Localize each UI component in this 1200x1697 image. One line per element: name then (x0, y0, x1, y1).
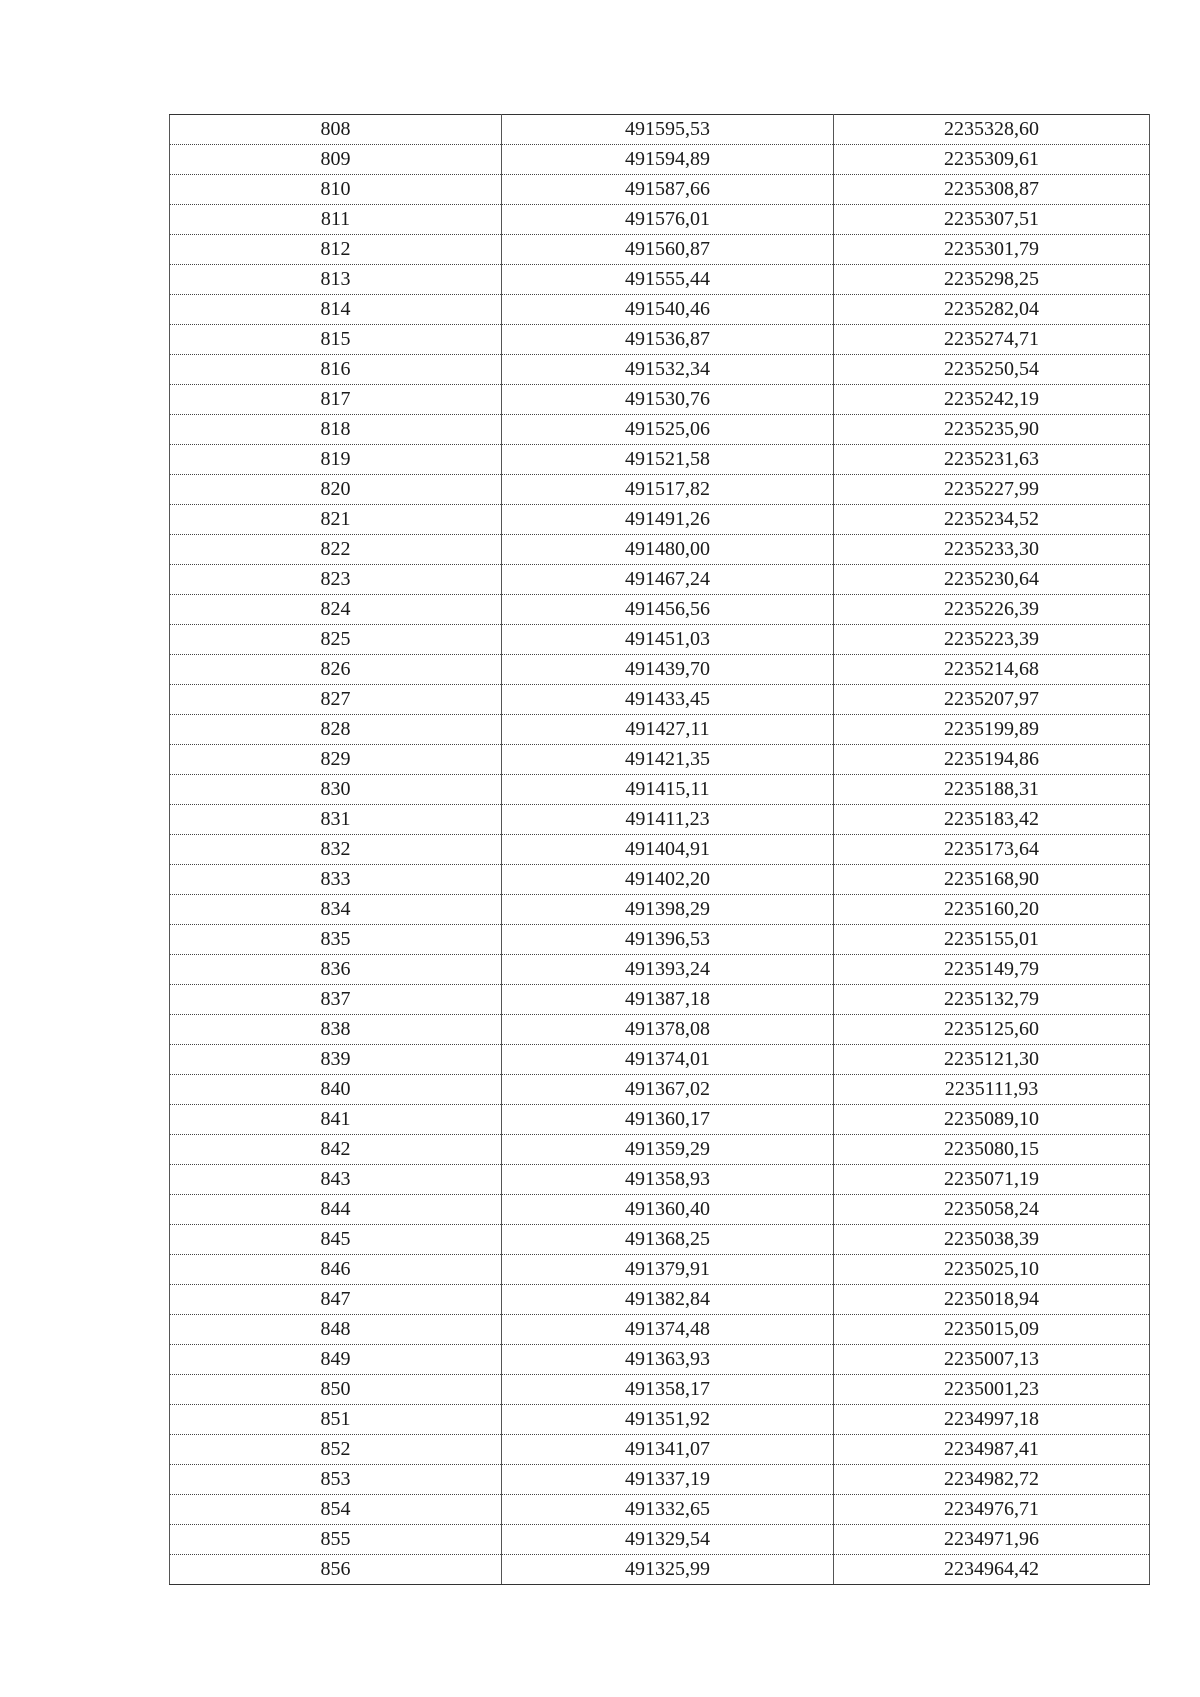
x-coordinate-cell: 491358,93 (502, 1165, 834, 1195)
table-row (170, 1045, 1150, 1075)
point-number-cell: 833 (170, 865, 502, 895)
table-row (170, 325, 1150, 355)
x-coordinate-cell: 491536,87 (502, 325, 834, 355)
y-coordinate-cell: 2235301,79 (834, 235, 1150, 265)
x-coordinate-cell: 491382,84 (502, 1285, 834, 1315)
y-coordinate-cell: 2235230,64 (834, 565, 1150, 595)
x-coordinate-cell: 491368,25 (502, 1225, 834, 1255)
table-row (170, 1015, 1150, 1045)
point-number-cell: 808 (170, 115, 502, 145)
y-coordinate-cell: 2235160,20 (834, 895, 1150, 925)
x-coordinate-cell: 491521,58 (502, 445, 834, 475)
point-number-cell: 845 (170, 1225, 502, 1255)
y-coordinate-cell: 2235007,13 (834, 1345, 1150, 1375)
table-row (170, 1135, 1150, 1165)
point-number-cell: 810 (170, 175, 502, 205)
point-number-cell: 817 (170, 385, 502, 415)
y-coordinate-cell: 2235242,19 (834, 385, 1150, 415)
point-number-cell: 851 (170, 1405, 502, 1435)
table-row (170, 1225, 1150, 1255)
x-coordinate-cell: 491402,20 (502, 865, 834, 895)
y-coordinate-cell: 2234982,72 (834, 1465, 1150, 1495)
x-coordinate-cell: 491427,11 (502, 715, 834, 745)
point-number-cell: 844 (170, 1195, 502, 1225)
y-coordinate-cell: 2235025,10 (834, 1255, 1150, 1285)
table-row (170, 475, 1150, 505)
table-row (170, 565, 1150, 595)
table-row (170, 175, 1150, 205)
point-number-cell: 827 (170, 685, 502, 715)
table-row (170, 1555, 1150, 1585)
table-row (170, 985, 1150, 1015)
y-coordinate-cell: 2235168,90 (834, 865, 1150, 895)
point-number-cell: 855 (170, 1525, 502, 1555)
y-coordinate-cell: 2234987,41 (834, 1435, 1150, 1465)
y-coordinate-cell: 2234997,18 (834, 1405, 1150, 1435)
point-number-cell: 835 (170, 925, 502, 955)
x-coordinate-cell: 491393,24 (502, 955, 834, 985)
point-number-cell: 856 (170, 1555, 502, 1585)
x-coordinate-cell: 491560,87 (502, 235, 834, 265)
table-row (170, 235, 1150, 265)
point-number-cell: 815 (170, 325, 502, 355)
point-number-cell: 854 (170, 1495, 502, 1525)
x-coordinate-cell: 491351,92 (502, 1405, 834, 1435)
table-row (170, 295, 1150, 325)
y-coordinate-cell: 2235038,39 (834, 1225, 1150, 1255)
y-coordinate-cell: 2235307,51 (834, 205, 1150, 235)
table-row (170, 1375, 1150, 1405)
table-row (170, 1255, 1150, 1285)
table-row (170, 655, 1150, 685)
x-coordinate-cell: 491398,29 (502, 895, 834, 925)
point-number-cell: 838 (170, 1015, 502, 1045)
x-coordinate-cell: 491576,01 (502, 205, 834, 235)
point-number-cell: 825 (170, 625, 502, 655)
point-number-cell: 809 (170, 145, 502, 175)
y-coordinate-cell: 2235132,79 (834, 985, 1150, 1015)
y-coordinate-cell: 2235223,39 (834, 625, 1150, 655)
point-number-cell: 811 (170, 205, 502, 235)
x-coordinate-cell: 491341,07 (502, 1435, 834, 1465)
point-number-cell: 821 (170, 505, 502, 535)
x-coordinate-cell: 491329,54 (502, 1525, 834, 1555)
point-number-cell: 837 (170, 985, 502, 1015)
x-coordinate-cell: 491359,29 (502, 1135, 834, 1165)
x-coordinate-cell: 491378,08 (502, 1015, 834, 1045)
y-coordinate-cell: 2235071,19 (834, 1165, 1150, 1195)
y-coordinate-cell: 2235015,09 (834, 1315, 1150, 1345)
table-row (170, 625, 1150, 655)
point-number-cell: 848 (170, 1315, 502, 1345)
y-coordinate-cell: 2235227,99 (834, 475, 1150, 505)
table-row (170, 1315, 1150, 1345)
table-row (170, 145, 1150, 175)
y-coordinate-cell: 2234976,71 (834, 1495, 1150, 1525)
x-coordinate-cell: 491525,06 (502, 415, 834, 445)
table-row (170, 1285, 1150, 1315)
table-row (170, 1405, 1150, 1435)
x-coordinate-cell: 491374,01 (502, 1045, 834, 1075)
point-number-cell: 846 (170, 1255, 502, 1285)
point-number-cell: 849 (170, 1345, 502, 1375)
point-number-cell: 829 (170, 745, 502, 775)
table-row (170, 1195, 1150, 1225)
x-coordinate-cell: 491358,17 (502, 1375, 834, 1405)
x-coordinate-cell: 491337,19 (502, 1465, 834, 1495)
table-row (170, 205, 1150, 235)
point-number-cell: 822 (170, 535, 502, 565)
table-row (170, 1525, 1150, 1555)
point-number-cell: 828 (170, 715, 502, 745)
x-coordinate-cell: 491374,48 (502, 1315, 834, 1345)
y-coordinate-cell: 2235214,68 (834, 655, 1150, 685)
table-row (170, 265, 1150, 295)
point-number-cell: 834 (170, 895, 502, 925)
x-coordinate-cell: 491325,99 (502, 1555, 834, 1585)
table-row (170, 1165, 1150, 1195)
y-coordinate-cell: 2235235,90 (834, 415, 1150, 445)
coordinates-table-body (170, 115, 1150, 1585)
x-coordinate-cell: 491594,89 (502, 145, 834, 175)
point-number-cell: 836 (170, 955, 502, 985)
y-coordinate-cell: 2235149,79 (834, 955, 1150, 985)
y-coordinate-cell: 2235282,04 (834, 295, 1150, 325)
point-number-cell: 813 (170, 265, 502, 295)
point-number-cell: 819 (170, 445, 502, 475)
table-row (170, 355, 1150, 385)
table-row (170, 685, 1150, 715)
y-coordinate-cell: 2234971,96 (834, 1525, 1150, 1555)
x-coordinate-cell: 491587,66 (502, 175, 834, 205)
point-number-cell: 850 (170, 1375, 502, 1405)
table-row (170, 775, 1150, 805)
y-coordinate-cell: 2235089,10 (834, 1105, 1150, 1135)
y-coordinate-cell: 2235058,24 (834, 1195, 1150, 1225)
table-row (170, 415, 1150, 445)
x-coordinate-cell: 491387,18 (502, 985, 834, 1015)
x-coordinate-cell: 491363,93 (502, 1345, 834, 1375)
x-coordinate-cell: 491439,70 (502, 655, 834, 685)
coordinates-table (169, 114, 1150, 1585)
point-number-cell: 842 (170, 1135, 502, 1165)
point-number-cell: 812 (170, 235, 502, 265)
point-number-cell: 839 (170, 1045, 502, 1075)
y-coordinate-cell: 2235274,71 (834, 325, 1150, 355)
point-number-cell: 816 (170, 355, 502, 385)
y-coordinate-cell: 2235173,64 (834, 835, 1150, 865)
point-number-cell: 818 (170, 415, 502, 445)
y-coordinate-cell: 2235183,42 (834, 805, 1150, 835)
table-row (170, 1495, 1150, 1525)
x-coordinate-cell: 491451,03 (502, 625, 834, 655)
y-coordinate-cell: 2235111,93 (834, 1075, 1150, 1105)
y-coordinate-cell: 2235250,54 (834, 355, 1150, 385)
point-number-cell: 823 (170, 565, 502, 595)
y-coordinate-cell: 2235308,87 (834, 175, 1150, 205)
table-row (170, 1105, 1150, 1135)
y-coordinate-cell: 2235188,31 (834, 775, 1150, 805)
y-coordinate-cell: 2235234,52 (834, 505, 1150, 535)
y-coordinate-cell: 2235001,23 (834, 1375, 1150, 1405)
point-number-cell: 853 (170, 1465, 502, 1495)
y-coordinate-cell: 2235231,63 (834, 445, 1150, 475)
y-coordinate-cell: 2234964,42 (834, 1555, 1150, 1585)
table-row (170, 1435, 1150, 1465)
x-coordinate-cell: 491332,65 (502, 1495, 834, 1525)
x-coordinate-cell: 491415,11 (502, 775, 834, 805)
x-coordinate-cell: 491421,35 (502, 745, 834, 775)
x-coordinate-cell: 491456,56 (502, 595, 834, 625)
x-coordinate-cell: 491530,76 (502, 385, 834, 415)
x-coordinate-cell: 491411,23 (502, 805, 834, 835)
x-coordinate-cell: 491532,34 (502, 355, 834, 385)
table-row (170, 805, 1150, 835)
table-row (170, 445, 1150, 475)
table-row (170, 1345, 1150, 1375)
point-number-cell: 847 (170, 1285, 502, 1315)
table-row (170, 895, 1150, 925)
x-coordinate-cell: 491595,53 (502, 115, 834, 145)
x-coordinate-cell: 491396,53 (502, 925, 834, 955)
y-coordinate-cell: 2235233,30 (834, 535, 1150, 565)
table-row (170, 955, 1150, 985)
x-coordinate-cell: 491360,40 (502, 1195, 834, 1225)
table-row (170, 1465, 1150, 1495)
x-coordinate-cell: 491491,26 (502, 505, 834, 535)
table-row (170, 865, 1150, 895)
x-coordinate-cell: 491540,46 (502, 295, 834, 325)
point-number-cell: 830 (170, 775, 502, 805)
point-number-cell: 843 (170, 1165, 502, 1195)
y-coordinate-cell: 2235080,15 (834, 1135, 1150, 1165)
x-coordinate-cell: 491433,45 (502, 685, 834, 715)
point-number-cell: 841 (170, 1105, 502, 1135)
point-number-cell: 824 (170, 595, 502, 625)
point-number-cell: 820 (170, 475, 502, 505)
y-coordinate-cell: 2235125,60 (834, 1015, 1150, 1045)
table-row (170, 925, 1150, 955)
point-number-cell: 814 (170, 295, 502, 325)
x-coordinate-cell: 491367,02 (502, 1075, 834, 1105)
y-coordinate-cell: 2235328,60 (834, 115, 1150, 145)
x-coordinate-cell: 491360,17 (502, 1105, 834, 1135)
table-row (170, 595, 1150, 625)
point-number-cell: 826 (170, 655, 502, 685)
x-coordinate-cell: 491555,44 (502, 265, 834, 295)
x-coordinate-cell: 491379,91 (502, 1255, 834, 1285)
x-coordinate-cell: 491467,24 (502, 565, 834, 595)
x-coordinate-cell: 491480,00 (502, 535, 834, 565)
table-row (170, 505, 1150, 535)
y-coordinate-cell: 2235309,61 (834, 145, 1150, 175)
x-coordinate-cell: 491517,82 (502, 475, 834, 505)
y-coordinate-cell: 2235121,30 (834, 1045, 1150, 1075)
table-row (170, 1075, 1150, 1105)
table-row (170, 835, 1150, 865)
y-coordinate-cell: 2235199,89 (834, 715, 1150, 745)
point-number-cell: 831 (170, 805, 502, 835)
table-row (170, 535, 1150, 565)
x-coordinate-cell: 491404,91 (502, 835, 834, 865)
point-number-cell: 852 (170, 1435, 502, 1465)
table-row (170, 715, 1150, 745)
y-coordinate-cell: 2235298,25 (834, 265, 1150, 295)
table-row (170, 115, 1150, 145)
y-coordinate-cell: 2235155,01 (834, 925, 1150, 955)
y-coordinate-cell: 2235194,86 (834, 745, 1150, 775)
point-number-cell: 832 (170, 835, 502, 865)
y-coordinate-cell: 2235207,97 (834, 685, 1150, 715)
table-row (170, 745, 1150, 775)
y-coordinate-cell: 2235226,39 (834, 595, 1150, 625)
point-number-cell: 840 (170, 1075, 502, 1105)
table-row (170, 385, 1150, 415)
y-coordinate-cell: 2235018,94 (834, 1285, 1150, 1315)
